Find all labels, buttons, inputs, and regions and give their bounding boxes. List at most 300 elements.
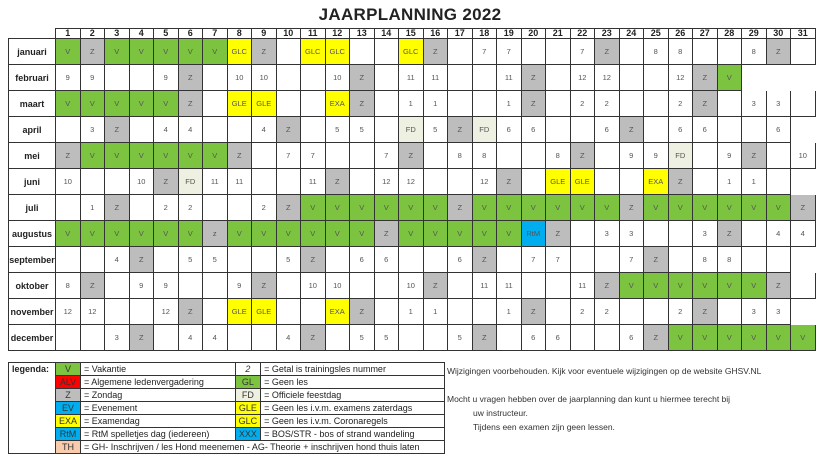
day-cell: [742, 117, 767, 143]
no-day-cell: [791, 247, 816, 273]
legend-row: [9, 428, 445, 441]
day-cell: [448, 91, 473, 117]
day-cell: V: [668, 325, 693, 351]
day-cell: V: [105, 91, 130, 117]
day-cell: 5: [178, 247, 203, 273]
day-cell: Z: [154, 169, 179, 195]
day-cell: V: [717, 65, 742, 91]
day-cell: 3: [766, 91, 791, 117]
day-cell: Z: [178, 91, 203, 117]
legend-code: TH: [56, 441, 81, 454]
day-cell: [203, 273, 228, 299]
day-cell: 7: [570, 39, 595, 65]
legend-description: = Geen les: [261, 376, 445, 389]
day-cell: 5: [374, 325, 399, 351]
month-name: maart: [9, 91, 56, 117]
day-cell: 9: [56, 65, 81, 91]
day-cell: V: [154, 221, 179, 247]
day-cell: Z: [668, 169, 693, 195]
day-cell: V: [717, 195, 742, 221]
day-header: 26: [668, 29, 693, 39]
day-header: 17: [448, 29, 473, 39]
legend-code: ALV: [56, 376, 81, 389]
day-cell: [129, 117, 154, 143]
day-cell: [399, 247, 424, 273]
month-name: oktober: [9, 273, 56, 299]
day-cell: Z: [350, 299, 375, 325]
day-cell: [570, 117, 595, 143]
day-cell: [791, 39, 816, 65]
day-cell: Z: [301, 247, 326, 273]
day-cell: [668, 221, 693, 247]
day-cell: [423, 325, 448, 351]
day-cell: 11: [570, 273, 595, 299]
day-cell: GLE: [252, 91, 277, 117]
day-cell: [717, 299, 742, 325]
day-cell: [546, 117, 571, 143]
day-cell: 11: [227, 169, 252, 195]
day-cell: V: [301, 195, 326, 221]
legend-code: 2: [235, 363, 261, 376]
day-header: 28: [717, 29, 742, 39]
month-row: [9, 65, 816, 91]
day-cell: GLC: [301, 39, 326, 65]
day-cell: [325, 143, 350, 169]
day-cell: 9: [154, 65, 179, 91]
day-cell: Z: [227, 143, 252, 169]
day-cell: [301, 299, 326, 325]
day-cell: Z: [448, 117, 473, 143]
day-cell: 2: [570, 299, 595, 325]
day-cell: [546, 299, 571, 325]
day-cell: [791, 273, 816, 299]
day-cell: 8: [546, 143, 571, 169]
day-header: 31: [791, 29, 816, 39]
day-cell: [423, 169, 448, 195]
day-cell: 4: [105, 247, 130, 273]
day-cell: 6: [374, 247, 399, 273]
note-instructor: uw instructeur.: [473, 408, 528, 418]
legend-code: XXX: [235, 428, 261, 441]
day-header: 10: [276, 29, 301, 39]
day-cell: 11: [497, 65, 522, 91]
day-cell: GLE: [227, 299, 252, 325]
day-cell: [301, 91, 326, 117]
day-cell: 7: [546, 247, 571, 273]
day-cell: [570, 247, 595, 273]
day-cell: [276, 169, 301, 195]
day-header: 16: [423, 29, 448, 39]
day-cell: [374, 91, 399, 117]
day-cell: Z: [276, 195, 301, 221]
day-header: 29: [742, 29, 767, 39]
day-cell: 8: [693, 247, 718, 273]
month-row: [9, 91, 816, 117]
month-row: [9, 299, 816, 325]
legend-code: FD: [235, 389, 261, 402]
day-cell: 4: [252, 117, 277, 143]
day-header: 22: [570, 29, 595, 39]
day-cell: [472, 299, 497, 325]
day-cell: 11: [423, 65, 448, 91]
day-cell: 8: [448, 143, 473, 169]
day-header: 9: [252, 29, 277, 39]
day-cell: V: [178, 39, 203, 65]
day-header: 21: [546, 29, 571, 39]
day-cell: 5: [350, 325, 375, 351]
legend-description: = Getal is trainingsles nummer: [261, 363, 445, 376]
day-cell: V: [472, 221, 497, 247]
day-cell: [276, 91, 301, 117]
day-cell: 4: [766, 221, 791, 247]
day-cell: [325, 325, 350, 351]
day-cell: 1: [717, 169, 742, 195]
day-cell: 3: [742, 299, 767, 325]
month-row: [9, 117, 816, 143]
day-header: 20: [521, 29, 546, 39]
day-cell: [619, 169, 644, 195]
day-cell: [448, 273, 473, 299]
day-cell: [227, 117, 252, 143]
day-cell: V: [717, 273, 742, 299]
day-cell: [276, 39, 301, 65]
day-cell: Z: [56, 143, 81, 169]
day-cell: 2: [252, 195, 277, 221]
day-cell: 11: [301, 169, 326, 195]
day-cell: [252, 143, 277, 169]
day-cell: [374, 273, 399, 299]
day-cell: EXA: [325, 91, 350, 117]
day-cell: Z: [252, 273, 277, 299]
legend-code: EXA: [56, 415, 81, 428]
day-header: 13: [350, 29, 375, 39]
day-cell: V: [301, 221, 326, 247]
day-header: 23: [595, 29, 620, 39]
day-cell: V: [154, 143, 179, 169]
day-cell: 9: [619, 143, 644, 169]
day-cell: 1: [742, 169, 767, 195]
month-name: januari: [9, 39, 56, 65]
day-cell: [448, 169, 473, 195]
day-cell: [276, 65, 301, 91]
day-cell: 2: [154, 195, 179, 221]
day-cell: Z: [521, 91, 546, 117]
day-cell: V: [105, 39, 130, 65]
month-name: februari: [9, 65, 56, 91]
day-cell: 1: [497, 299, 522, 325]
day-cell: 9: [154, 273, 179, 299]
day-header: 11: [301, 29, 326, 39]
day-cell: 7: [374, 143, 399, 169]
day-cell: 4: [276, 325, 301, 351]
day-cell: [350, 169, 375, 195]
day-cell: GLE: [570, 169, 595, 195]
day-cell: Z: [80, 39, 105, 65]
day-cell: Z: [252, 39, 277, 65]
day-cell: 3: [619, 221, 644, 247]
day-cell: Z: [619, 195, 644, 221]
day-cell: 6: [448, 247, 473, 273]
day-cell: 9: [644, 143, 669, 169]
day-cell: Z: [570, 143, 595, 169]
day-cell: Z: [276, 117, 301, 143]
day-cell: [178, 273, 203, 299]
day-cell: 10: [252, 65, 277, 91]
note-questions: Mocht u vragen hebben over de jaarplanning dan kunt u hiermee terecht bij: [447, 394, 731, 404]
day-cell: V: [644, 195, 669, 221]
month-name: december: [9, 325, 56, 351]
day-cell: V: [521, 195, 546, 221]
day-cell: [227, 195, 252, 221]
day-cell: V: [105, 143, 130, 169]
day-cell: 1: [497, 91, 522, 117]
day-cell: [644, 299, 669, 325]
legend-description: = Geen les i.v.m. Coronaregels: [261, 415, 445, 428]
day-header: 7: [203, 29, 228, 39]
day-cell: 8: [644, 39, 669, 65]
day-cell: Z: [472, 325, 497, 351]
day-cell: Z: [301, 325, 326, 351]
day-cell: [644, 65, 669, 91]
day-cell: 9: [80, 65, 105, 91]
day-cell: 2: [570, 91, 595, 117]
day-cell: 1: [423, 91, 448, 117]
day-cell: [448, 299, 473, 325]
legend-description: = GH- Inschrijven / les Hond meenemen - AG- Theorie + inschrijven hond thuis laten: [81, 441, 445, 454]
day-cell: 12: [472, 169, 497, 195]
day-header: 5: [154, 29, 179, 39]
month-row: [9, 195, 816, 221]
day-cell: EXA: [644, 169, 669, 195]
month-row: [9, 221, 816, 247]
day-cell: Z: [595, 39, 620, 65]
day-cell: Z: [350, 65, 375, 91]
month-name: mei: [9, 143, 56, 169]
day-cell: Z: [644, 325, 669, 351]
day-cell: 9: [717, 143, 742, 169]
legend-code: GL: [235, 376, 261, 389]
day-cell: [56, 195, 81, 221]
day-cell: [693, 169, 718, 195]
day-header: 12: [325, 29, 350, 39]
day-cell: [301, 117, 326, 143]
day-cell: V: [154, 91, 179, 117]
no-day-cell: [791, 65, 816, 91]
day-cell: 6: [521, 117, 546, 143]
day-cell: 1: [423, 299, 448, 325]
day-cell: FD: [668, 143, 693, 169]
day-cell: [80, 169, 105, 195]
day-cell: 6: [350, 247, 375, 273]
day-cell: [350, 273, 375, 299]
day-cell: 6: [766, 117, 791, 143]
day-cell: 10: [56, 169, 81, 195]
day-cell: [521, 273, 546, 299]
day-cell: Z: [644, 247, 669, 273]
day-cell: V: [154, 39, 179, 65]
day-cell: Z: [693, 91, 718, 117]
day-cell: [350, 143, 375, 169]
day-cell: V: [227, 221, 252, 247]
day-cell: 4: [203, 325, 228, 351]
day-cell: V: [350, 195, 375, 221]
day-cell: V: [497, 221, 522, 247]
day-cell: [56, 325, 81, 351]
day-header: 27: [693, 29, 718, 39]
day-cell: [766, 247, 791, 273]
month-row: [9, 39, 816, 65]
day-cell: [717, 39, 742, 65]
legend-description: = RtM spelletjes dag (iedereen): [81, 428, 236, 441]
day-cell: V: [276, 221, 301, 247]
day-cell: [472, 65, 497, 91]
day-cell: 10: [227, 65, 252, 91]
day-cell: 4: [791, 221, 816, 247]
day-cell: Z: [448, 195, 473, 221]
day-cell: [644, 117, 669, 143]
day-cell: [374, 299, 399, 325]
legend-description: = Evenement: [81, 402, 236, 415]
day-cell: 7: [276, 143, 301, 169]
day-cell: [252, 169, 277, 195]
day-cell: 10: [325, 273, 350, 299]
day-cell: V: [693, 273, 718, 299]
legend-description: = Zondag: [81, 389, 236, 402]
day-cell: FD: [399, 117, 424, 143]
day-cell: [570, 325, 595, 351]
day-header: 6: [178, 29, 203, 39]
day-cell: 3: [766, 299, 791, 325]
day-cell: V: [178, 221, 203, 247]
day-cell: Z: [717, 221, 742, 247]
day-cell: 10: [301, 273, 326, 299]
day-cell: V: [105, 221, 130, 247]
day-cell: [154, 325, 179, 351]
day-cell: 7: [472, 39, 497, 65]
day-cell: V: [129, 221, 154, 247]
day-cell: [399, 325, 424, 351]
day-cell: V: [56, 91, 81, 117]
day-header: 2: [80, 29, 105, 39]
day-cell: [619, 65, 644, 91]
no-day-cell: [766, 65, 791, 91]
day-cell: 7: [521, 247, 546, 273]
day-cell: 3: [80, 117, 105, 143]
day-cell: 12: [154, 299, 179, 325]
day-cell: V: [129, 91, 154, 117]
day-cell: [595, 325, 620, 351]
day-cell: [374, 117, 399, 143]
day-cell: V: [80, 221, 105, 247]
day-cell: [423, 247, 448, 273]
day-cell: 6: [497, 117, 522, 143]
day-cell: 1: [399, 299, 424, 325]
day-cell: GLE: [546, 169, 571, 195]
no-day-cell: [791, 299, 816, 325]
day-cell: Z: [423, 273, 448, 299]
day-cell: [80, 247, 105, 273]
day-cell: Z: [129, 325, 154, 351]
day-cell: [105, 299, 130, 325]
day-cell: Z: [595, 273, 620, 299]
day-cell: Z: [129, 247, 154, 273]
month-name: augustus: [9, 221, 56, 247]
day-cell: 5: [203, 247, 228, 273]
day-cell: 3: [742, 91, 767, 117]
day-cell: V: [742, 325, 767, 351]
day-cell: [276, 273, 301, 299]
day-cell: 11: [472, 273, 497, 299]
legend-code: GLC: [235, 415, 261, 428]
day-cell: V: [717, 325, 742, 351]
legend-description: = Officiele feestdag: [261, 389, 445, 402]
day-cell: [448, 65, 473, 91]
no-day-cell: [742, 65, 767, 91]
day-cell: 12: [80, 299, 105, 325]
day-cell: Z: [766, 273, 791, 299]
day-cell: [791, 91, 816, 117]
day-cell: [154, 247, 179, 273]
day-cell: [105, 169, 130, 195]
day-cell: 12: [668, 65, 693, 91]
day-cell: 5: [276, 247, 301, 273]
day-cell: V: [399, 195, 424, 221]
day-cell: V: [56, 39, 81, 65]
day-cell: V: [178, 143, 203, 169]
day-cell: V: [644, 273, 669, 299]
day-cell: V: [423, 221, 448, 247]
day-cell: Z: [80, 273, 105, 299]
month-name: juni: [9, 169, 56, 195]
day-cell: Z: [105, 195, 130, 221]
day-cell: [570, 221, 595, 247]
day-cell: V: [350, 221, 375, 247]
day-cell: [619, 91, 644, 117]
legend-code: GLE: [235, 402, 261, 415]
day-cell: Z: [178, 299, 203, 325]
day-cell: V: [374, 195, 399, 221]
day-cell: 4: [178, 117, 203, 143]
day-cell: [693, 143, 718, 169]
day-cell: [521, 143, 546, 169]
month-name: november: [9, 299, 56, 325]
day-cell: 6: [521, 325, 546, 351]
day-cell: V: [448, 221, 473, 247]
day-cell: [276, 299, 301, 325]
day-cell: [129, 65, 154, 91]
day-cell: [105, 65, 130, 91]
day-cell: 10: [129, 169, 154, 195]
day-cell: [766, 169, 791, 195]
day-cell: 5: [350, 117, 375, 143]
day-header: 14: [374, 29, 399, 39]
day-cell: [56, 247, 81, 273]
day-cell: [472, 91, 497, 117]
legend-label: legenda:: [12, 364, 50, 374]
day-cell: Z: [791, 195, 816, 221]
day-cell: 6: [546, 325, 571, 351]
day-cell: 4: [154, 117, 179, 143]
day-cell: V: [766, 325, 791, 351]
day-cell: 3: [693, 221, 718, 247]
day-cell: V: [80, 143, 105, 169]
month-name: september: [9, 247, 56, 273]
legend-table: [8, 362, 445, 454]
legend-code: Z: [56, 389, 81, 402]
day-cell: 8: [472, 143, 497, 169]
day-header: 4: [129, 29, 154, 39]
day-cell: 1: [399, 91, 424, 117]
